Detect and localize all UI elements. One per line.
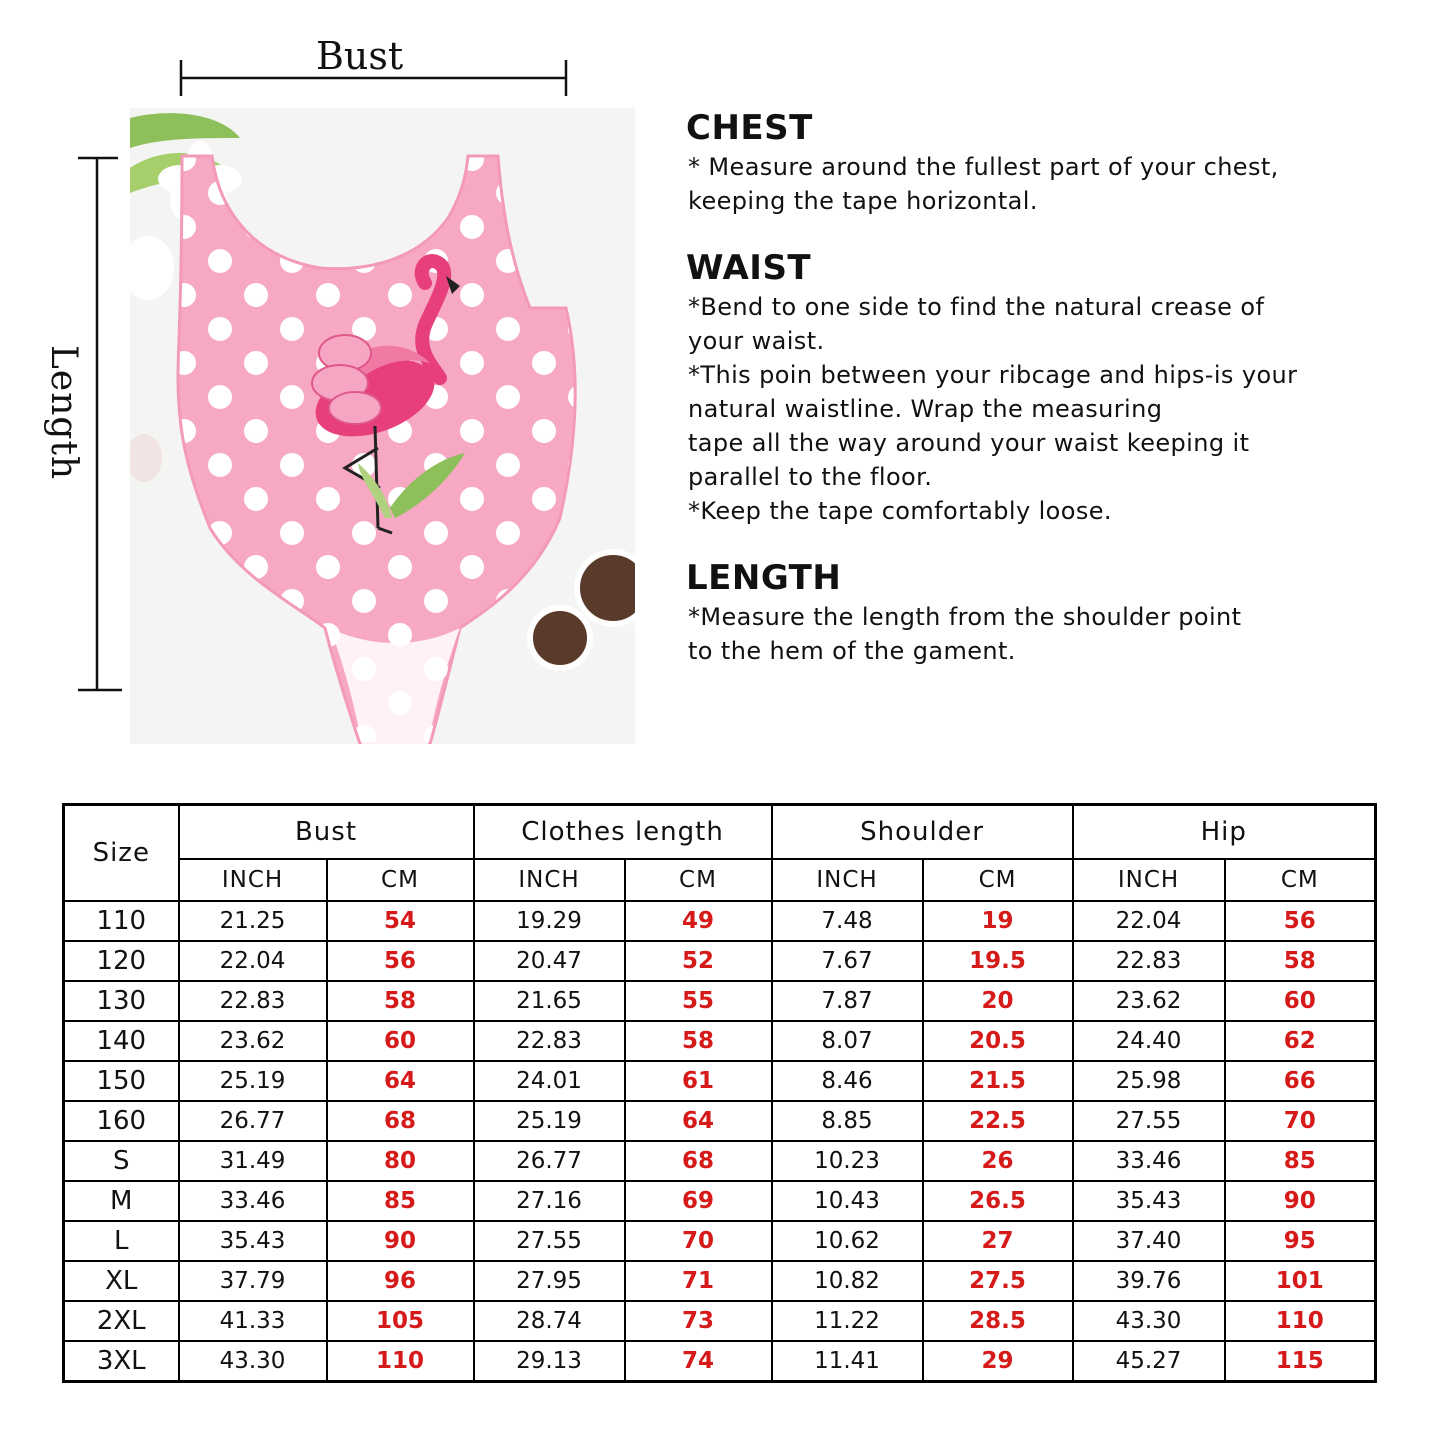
length-cm-cell: 52 xyxy=(625,941,772,981)
shoulder-cm-cell: 26 xyxy=(923,1141,1073,1181)
swimsuit-photo xyxy=(130,108,635,744)
table-group-header-row xyxy=(64,805,1376,860)
guide-line: to the hem of the gament. xyxy=(688,637,1016,665)
hip-inch-cell: 37.40 xyxy=(1073,1221,1225,1261)
length-cm-cell: 68 xyxy=(625,1141,772,1181)
clothes-length-group-header: Clothes length xyxy=(474,805,772,860)
guide-line: tape all the way around your waist keeping it xyxy=(688,429,1250,457)
hip-cm-cell: 70 xyxy=(1225,1101,1376,1141)
shoulder-cm-cell: 29 xyxy=(923,1341,1073,1382)
guide-line: *Bend to one side to find the natural crease of xyxy=(688,293,1265,321)
size-cell: 2XL xyxy=(64,1301,179,1341)
shoulder-cm-cell: 26.5 xyxy=(923,1181,1073,1221)
table-row xyxy=(64,1221,1376,1261)
size-cell: L xyxy=(64,1221,179,1261)
hip-inch-cell: 39.76 xyxy=(1073,1261,1225,1301)
length-inch-cell: 27.16 xyxy=(474,1181,625,1221)
unit-header-inch: INCH xyxy=(474,859,625,901)
hip-cm-cell: 101 xyxy=(1225,1261,1376,1301)
length-cm-cell: 64 xyxy=(625,1101,772,1141)
unit-header-cm: CM xyxy=(327,859,474,901)
bust-cm-cell: 58 xyxy=(327,981,474,1021)
shoulder-inch-cell: 8.07 xyxy=(772,1021,923,1061)
length-inch-cell: 22.83 xyxy=(474,1021,625,1061)
shoulder-cm-cell: 21.5 xyxy=(923,1061,1073,1101)
table-row xyxy=(64,941,1376,981)
hip-inch-cell: 25.98 xyxy=(1073,1061,1225,1101)
bust-cm-cell: 90 xyxy=(327,1221,474,1261)
table-row xyxy=(64,901,1376,941)
table-row xyxy=(64,1061,1376,1101)
bust-inch-cell: 31.49 xyxy=(179,1141,327,1181)
hip-cm-cell: 110 xyxy=(1225,1301,1376,1341)
size-cell: 130 xyxy=(64,981,179,1021)
hip-cm-cell: 58 xyxy=(1225,941,1376,981)
guide-line: your waist. xyxy=(688,327,825,355)
bust-inch-cell: 41.33 xyxy=(179,1301,327,1341)
bust-inch-cell: 26.77 xyxy=(179,1101,327,1141)
length-inch-cell: 25.19 xyxy=(474,1101,625,1141)
hip-inch-cell: 45.27 xyxy=(1073,1341,1225,1382)
size-cell: 150 xyxy=(64,1061,179,1101)
shoulder-cm-cell: 27 xyxy=(923,1221,1073,1261)
size-cell: M xyxy=(64,1181,179,1221)
hip-inch-cell: 35.43 xyxy=(1073,1181,1225,1221)
shoulder-inch-cell: 10.82 xyxy=(772,1261,923,1301)
shoulder-inch-cell: 11.41 xyxy=(772,1341,923,1382)
length-cm-cell: 49 xyxy=(625,901,772,941)
shoulder-inch-cell: 10.23 xyxy=(772,1141,923,1181)
guide-line: *This poin between your ribcage and hips-is your xyxy=(688,361,1298,389)
product-illustration xyxy=(0,0,660,760)
shoulder-inch-cell: 8.46 xyxy=(772,1061,923,1101)
guide-line: * Measure around the fullest part of your chest, xyxy=(688,153,1279,181)
bust-inch-cell: 21.25 xyxy=(179,901,327,941)
guide-heading: WAIST xyxy=(686,248,812,288)
size-column-header: Size xyxy=(64,805,179,902)
hip-inch-cell: 27.55 xyxy=(1073,1101,1225,1141)
size-cell: 3XL xyxy=(64,1341,179,1382)
length-inch-cell: 26.77 xyxy=(474,1141,625,1181)
unit-header-inch: INCH xyxy=(179,859,327,901)
hip-inch-cell: 33.46 xyxy=(1073,1141,1225,1181)
bust-inch-cell: 22.04 xyxy=(179,941,327,981)
length-inch-cell: 24.01 xyxy=(474,1061,625,1101)
hip-inch-cell: 22.04 xyxy=(1073,901,1225,941)
shoulder-cm-cell: 19 xyxy=(923,901,1073,941)
size-cell: 120 xyxy=(64,941,179,981)
table-row xyxy=(64,1341,1376,1382)
hip-cm-cell: 85 xyxy=(1225,1141,1376,1181)
hip-inch-cell: 22.83 xyxy=(1073,941,1225,981)
hip-inch-cell: 23.62 xyxy=(1073,981,1225,1021)
bust-cm-cell: 64 xyxy=(327,1061,474,1101)
bust-cm-cell: 54 xyxy=(327,901,474,941)
length-inch-cell: 28.74 xyxy=(474,1301,625,1341)
hip-cm-cell: 66 xyxy=(1225,1061,1376,1101)
guide-line: parallel to the floor. xyxy=(688,463,933,491)
table-row xyxy=(64,1301,1376,1341)
hip-cm-cell: 90 xyxy=(1225,1181,1376,1221)
guide-line: keeping the tape horizontal. xyxy=(688,187,1038,215)
unit-header-cm: CM xyxy=(923,859,1073,901)
size-cell: S xyxy=(64,1141,179,1181)
length-inch-cell: 20.47 xyxy=(474,941,625,981)
table-row xyxy=(64,1101,1376,1141)
length-inch-cell: 21.65 xyxy=(474,981,625,1021)
bust-dimension-label: Bust xyxy=(316,34,404,78)
bust-cm-cell: 56 xyxy=(327,941,474,981)
unit-header-inch: INCH xyxy=(772,859,923,901)
length-cm-cell: 73 xyxy=(625,1301,772,1341)
hip-cm-cell: 60 xyxy=(1225,981,1376,1021)
shoulder-inch-cell: 11.22 xyxy=(772,1301,923,1341)
bust-cm-cell: 105 xyxy=(327,1301,474,1341)
bust-cm-cell: 96 xyxy=(327,1261,474,1301)
table-row xyxy=(64,1021,1376,1061)
bust-group-header: Bust xyxy=(179,805,474,860)
bust-inch-cell: 37.79 xyxy=(179,1261,327,1301)
guide-heading: CHEST xyxy=(686,108,813,148)
guide-line: *Keep the tape comfortably loose. xyxy=(688,497,1112,525)
shoulder-cm-cell: 20 xyxy=(923,981,1073,1021)
length-cm-cell: 71 xyxy=(625,1261,772,1301)
length-cm-cell: 55 xyxy=(625,981,772,1021)
bust-inch-cell: 22.83 xyxy=(179,981,327,1021)
length-dimension-label: Length xyxy=(43,345,84,481)
length-cm-cell: 74 xyxy=(625,1341,772,1382)
length-inch-cell: 19.29 xyxy=(474,901,625,941)
table-row xyxy=(64,1181,1376,1221)
hip-cm-cell: 115 xyxy=(1225,1341,1376,1382)
guide-line: natural waistline. Wrap the measuring xyxy=(688,395,1163,423)
size-chart-table xyxy=(62,803,1377,1383)
shoulder-group-header: Shoulder xyxy=(772,805,1073,860)
shoulder-inch-cell: 7.87 xyxy=(772,981,923,1021)
guide-section-length xyxy=(686,558,1416,668)
hip-cm-cell: 62 xyxy=(1225,1021,1376,1061)
sunglasses-decoration xyxy=(530,552,635,668)
length-inch-cell: 27.55 xyxy=(474,1221,625,1261)
bust-cm-cell: 80 xyxy=(327,1141,474,1181)
hip-group-header: Hip xyxy=(1073,805,1376,860)
size-cell: 160 xyxy=(64,1101,179,1141)
bust-cm-cell: 68 xyxy=(327,1101,474,1141)
table-unit-header-row xyxy=(64,859,1376,901)
shoulder-inch-cell: 8.85 xyxy=(772,1101,923,1141)
size-cell: 140 xyxy=(64,1021,179,1061)
size-cell: XL xyxy=(64,1261,179,1301)
length-inch-cell: 27.95 xyxy=(474,1261,625,1301)
measuring-guide xyxy=(686,108,1416,698)
table-row xyxy=(64,1141,1376,1181)
guide-section-chest xyxy=(686,108,1416,218)
table-row xyxy=(64,1261,1376,1301)
bust-cm-cell: 60 xyxy=(327,1021,474,1061)
size-cell: 110 xyxy=(64,901,179,941)
shoulder-cm-cell: 27.5 xyxy=(923,1261,1073,1301)
guide-heading: LENGTH xyxy=(686,558,842,598)
shoulder-inch-cell: 7.67 xyxy=(772,941,923,981)
unit-header-inch: INCH xyxy=(1073,859,1225,901)
bust-inch-cell: 35.43 xyxy=(179,1221,327,1261)
length-cm-cell: 61 xyxy=(625,1061,772,1101)
shoulder-inch-cell: 10.43 xyxy=(772,1181,923,1221)
bust-inch-cell: 43.30 xyxy=(179,1341,327,1382)
guide-section-waist xyxy=(686,248,1416,528)
hip-inch-cell: 43.30 xyxy=(1073,1301,1225,1341)
length-cm-cell: 70 xyxy=(625,1221,772,1261)
shoulder-inch-cell: 10.62 xyxy=(772,1221,923,1261)
bust-inch-cell: 33.46 xyxy=(179,1181,327,1221)
hip-cm-cell: 56 xyxy=(1225,901,1376,941)
hip-inch-cell: 24.40 xyxy=(1073,1021,1225,1061)
bust-inch-cell: 23.62 xyxy=(179,1021,327,1061)
size-table-body xyxy=(64,901,1376,1382)
unit-header-cm: CM xyxy=(625,859,772,901)
bust-inch-cell: 25.19 xyxy=(179,1061,327,1101)
length-inch-cell: 29.13 xyxy=(474,1341,625,1382)
length-cm-cell: 58 xyxy=(625,1021,772,1061)
guide-line: *Measure the length from the shoulder point xyxy=(688,603,1242,631)
unit-header-cm: CM xyxy=(1225,859,1376,901)
shoulder-cm-cell: 19.5 xyxy=(923,941,1073,981)
hip-cm-cell: 95 xyxy=(1225,1221,1376,1261)
bust-cm-cell: 110 xyxy=(327,1341,474,1382)
shoulder-cm-cell: 22.5 xyxy=(923,1101,1073,1141)
shoulder-cm-cell: 20.5 xyxy=(923,1021,1073,1061)
bust-cm-cell: 85 xyxy=(327,1181,474,1221)
shoulder-cm-cell: 28.5 xyxy=(923,1301,1073,1341)
length-cm-cell: 69 xyxy=(625,1181,772,1221)
shoulder-inch-cell: 7.48 xyxy=(772,901,923,941)
table-row xyxy=(64,981,1376,1021)
